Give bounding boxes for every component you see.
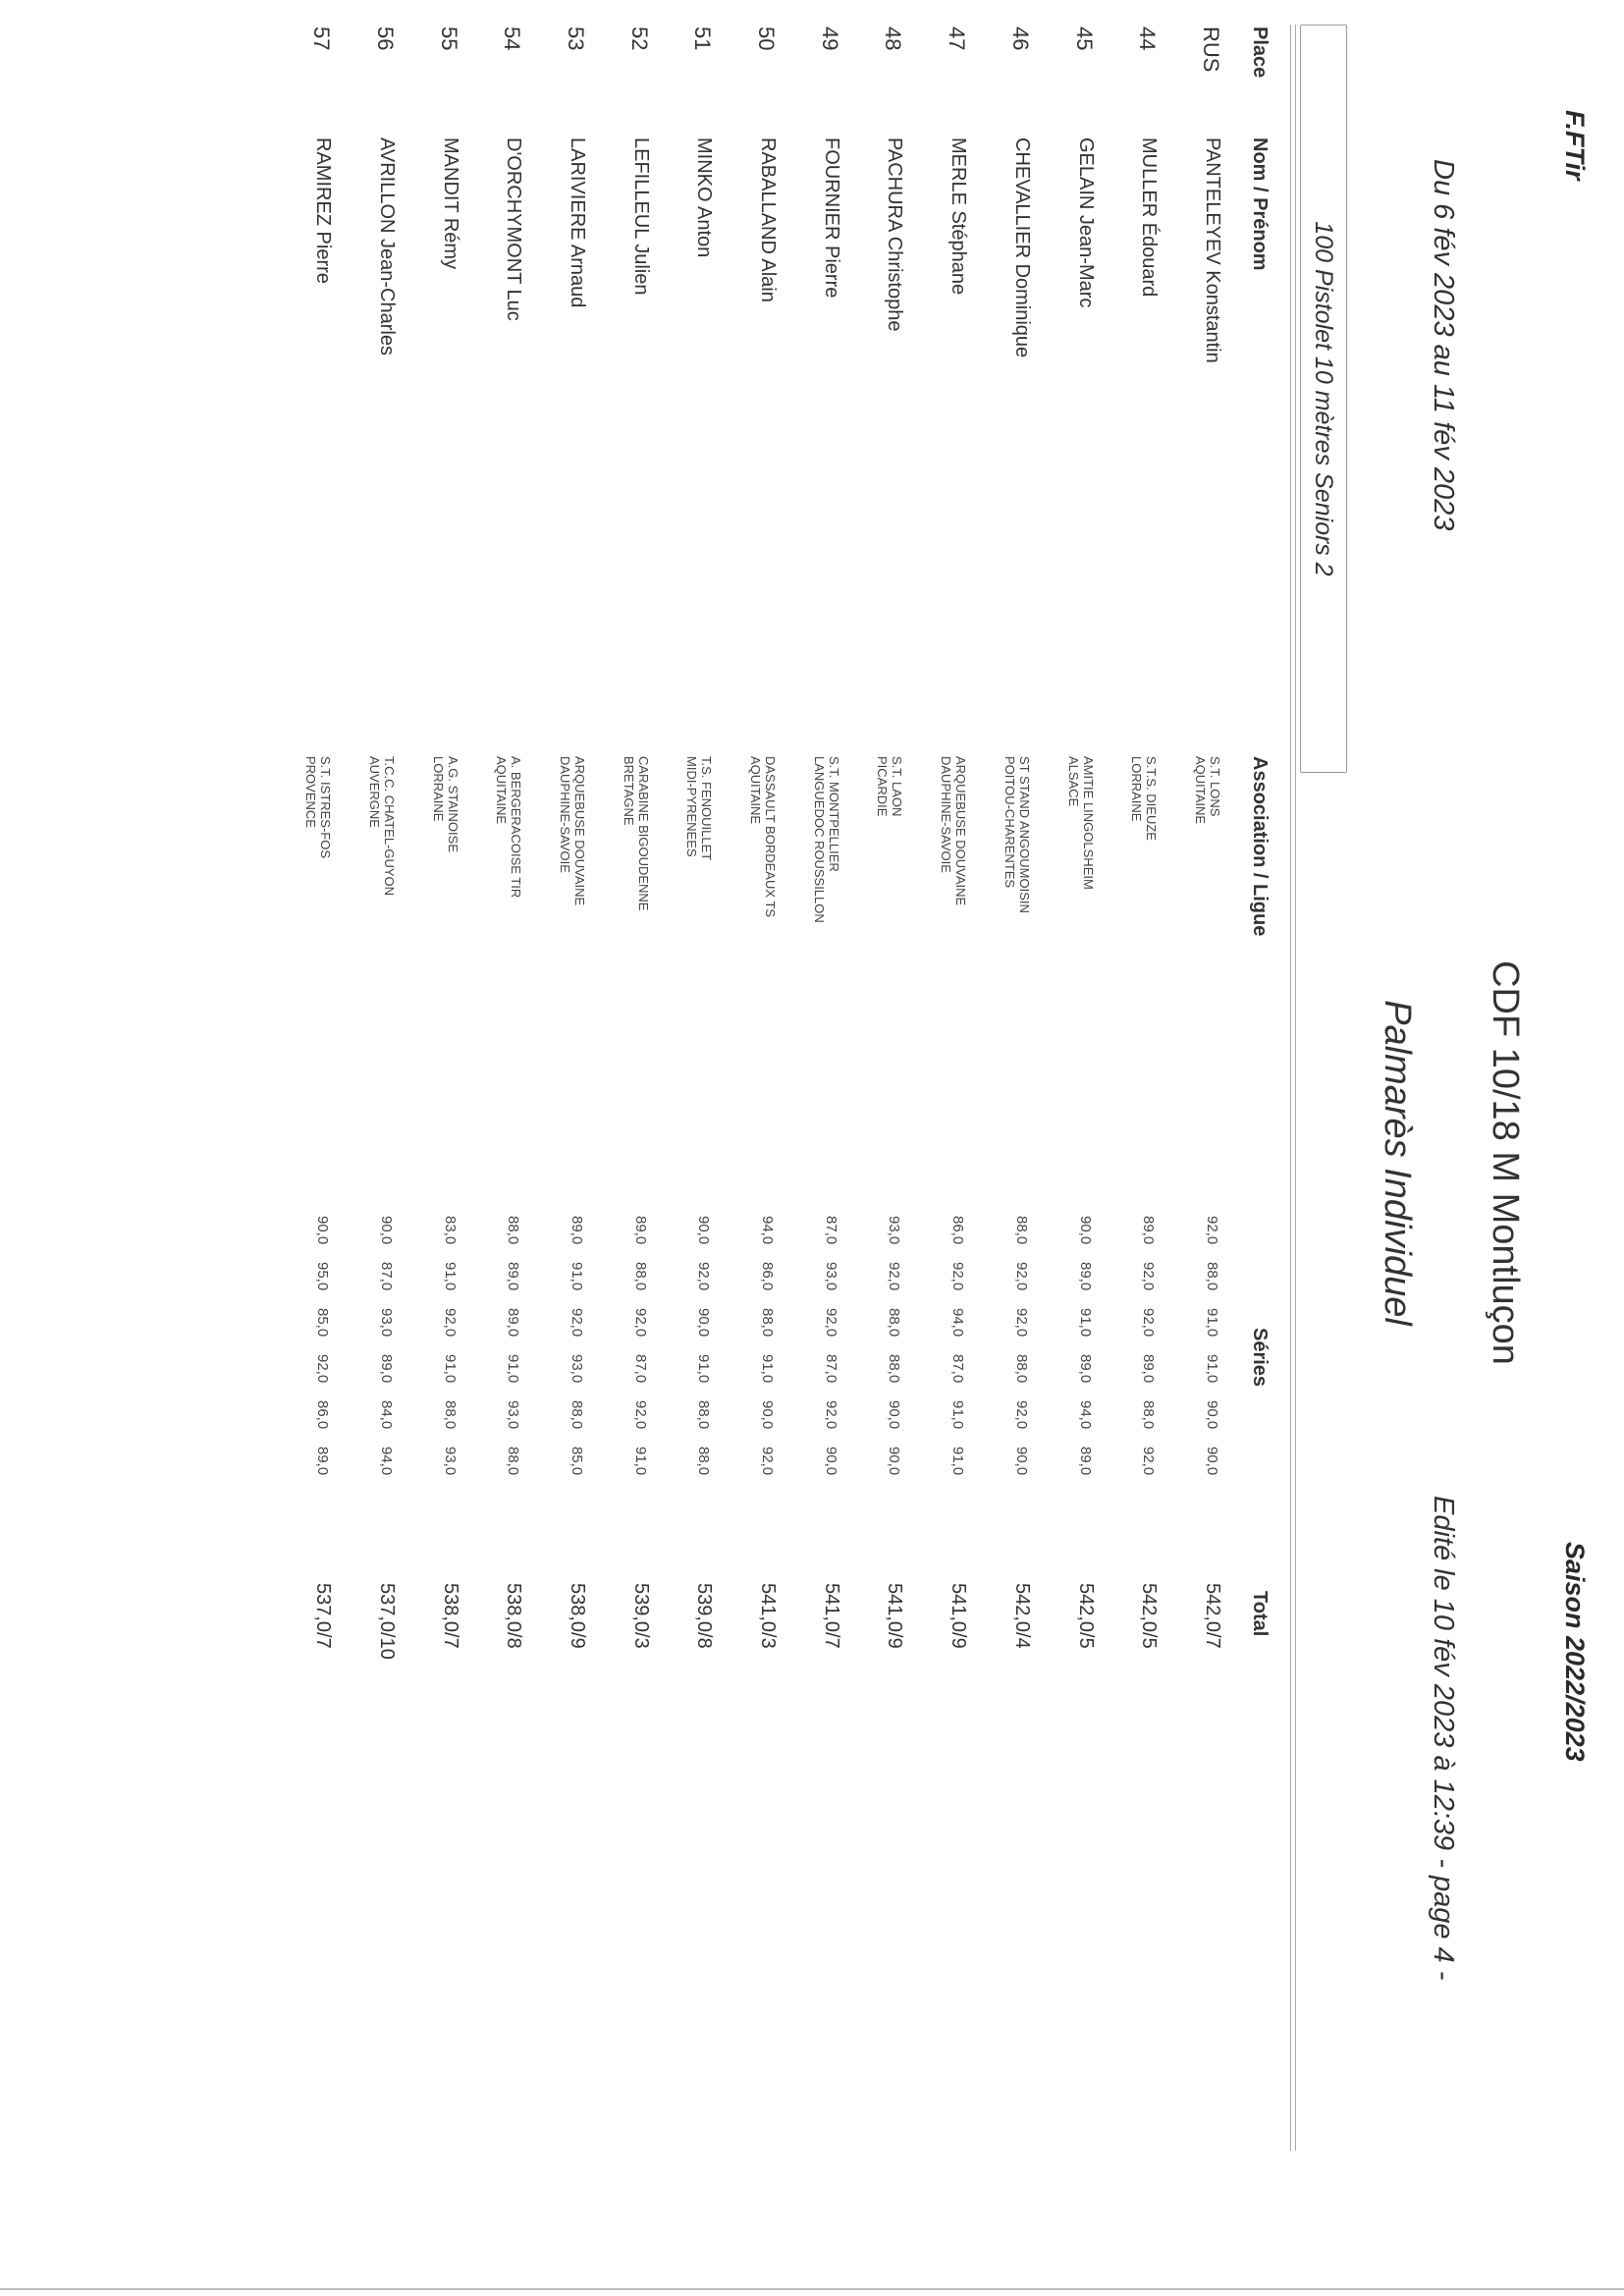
series-score: 92,0 <box>1140 1447 1158 1476</box>
column-header-total: Total <box>1249 1591 1271 1637</box>
place-cell: 44 <box>1135 27 1161 51</box>
table-row <box>1161 0 1223 2296</box>
series-score: 89,0 <box>1076 1447 1094 1476</box>
association-cell <box>367 756 397 896</box>
place-cell: 46 <box>1007 27 1033 51</box>
table-row <box>1097 0 1160 2296</box>
table-row <box>461 0 524 2296</box>
shooter-name: PACHURA Christophe <box>884 137 906 332</box>
federation-name: F.FTir <box>1560 110 1590 181</box>
series-score: 94,0 <box>949 1308 967 1338</box>
series-score: 88,0 <box>1204 1262 1220 1291</box>
place-cell: 48 <box>881 27 906 51</box>
total-score: 541,0/3 <box>757 1583 780 1649</box>
table-row <box>780 0 842 2296</box>
place-cell: 52 <box>626 27 652 51</box>
league-name: DAUPHINE-SAVOIE <box>939 756 954 873</box>
column-header-name: Nom / Prénom <box>1249 137 1271 271</box>
series-score: 92,0 <box>1140 1262 1158 1291</box>
club-name: A. BERGERACOISE TIR <box>509 756 524 899</box>
series-score: 90,0 <box>1204 1447 1220 1476</box>
shooter-name: MANDIT Rémy <box>439 137 461 270</box>
shooter-name: FOURNIER Pierre <box>820 137 842 299</box>
total-score: 538,0/7 <box>439 1583 461 1649</box>
table-row <box>589 0 652 2296</box>
shooter-name: MERLE Stéphane <box>947 137 970 296</box>
series-score: 91,0 <box>441 1262 459 1291</box>
series-score: 89,0 <box>377 1354 395 1384</box>
club-name: CARABINE BIGOUDENNE <box>635 756 651 911</box>
series-score: 88,0 <box>886 1354 903 1384</box>
series-score: 89,0 <box>568 1216 585 1245</box>
club-name: S.T. MONTPELLIER <box>826 756 841 872</box>
association-cell <box>431 756 460 852</box>
association-cell <box>622 756 651 910</box>
series-score: 88,0 <box>441 1400 459 1430</box>
total-score: 537,0/7 <box>312 1583 335 1649</box>
league-name: AQUITAINE <box>494 756 510 825</box>
series-score: 88,0 <box>568 1400 585 1430</box>
series-score: 93,0 <box>886 1216 903 1245</box>
series-score: 92,0 <box>1204 1216 1220 1245</box>
edition-info: Edité le 10 fév 2023 à 12:39 - page 4 - <box>1428 1496 1459 1981</box>
shooter-name: D'ORCHYMONT Luc <box>503 137 525 321</box>
total-score: 542,0/4 <box>1010 1583 1033 1649</box>
total-score: 539,0/8 <box>693 1583 716 1649</box>
category-label: 100 Pistolet 10 mètres Seniors 2 <box>1310 221 1337 576</box>
series-score: 91,0 <box>505 1354 522 1384</box>
shooter-name: GELAIN Jean-Marc <box>1074 137 1097 308</box>
header-divider <box>1295 25 1296 2151</box>
series-score: 92,0 <box>886 1262 903 1291</box>
league-name: PICARDIE <box>875 756 891 817</box>
table-row <box>1034 0 1097 2296</box>
series-score: 92,0 <box>759 1447 777 1476</box>
series-score: 85,0 <box>314 1308 332 1338</box>
series-score: 92,0 <box>949 1262 967 1291</box>
series-score: 93,0 <box>505 1400 522 1430</box>
series-score: 92,0 <box>1012 1400 1030 1430</box>
table-row <box>906 0 969 2296</box>
series-score: 90,0 <box>377 1216 395 1245</box>
series-score: 88,0 <box>631 1262 649 1291</box>
league-name: MIDI-PYRENEES <box>684 756 700 857</box>
league-name: LANGUEDOC ROUSSILLON <box>811 756 827 923</box>
association-cell <box>1002 756 1032 913</box>
series-score: 88,0 <box>695 1400 713 1430</box>
total-score: 542,0/5 <box>1074 1583 1097 1649</box>
series-score: 91,0 <box>695 1354 713 1384</box>
shooter-name: RAMIREZ Pierre <box>312 137 335 284</box>
series-score: 87,0 <box>377 1262 395 1291</box>
place-cell: 49 <box>817 27 842 51</box>
place-cell: 56 <box>372 27 398 51</box>
series-score: 88,0 <box>886 1308 903 1338</box>
series-score: 88,0 <box>505 1447 522 1476</box>
season-label: Saison 2022/2023 <box>1560 1542 1590 1762</box>
association-cell <box>748 756 778 917</box>
scan-edge <box>0 2288 1624 2290</box>
table-row <box>970 0 1033 2296</box>
league-name: DAUPHINE-SAVOIE <box>558 756 572 873</box>
place-cell: 45 <box>1071 27 1097 51</box>
series-score: 93,0 <box>822 1262 839 1291</box>
series-score: 87,0 <box>949 1354 967 1384</box>
series-score: 91,0 <box>1204 1308 1220 1338</box>
place-cell: 57 <box>309 27 335 51</box>
series-score: 92,0 <box>441 1308 459 1338</box>
table-row <box>399 0 461 2296</box>
place-cell: 47 <box>945 27 970 51</box>
total-score: 541,0/9 <box>884 1583 906 1649</box>
series-score: 88,0 <box>1012 1216 1030 1245</box>
series-score: 86,0 <box>314 1400 332 1430</box>
shooter-name: MULLER Édouard <box>1138 137 1161 298</box>
league-name: LORRAINE <box>430 756 446 822</box>
total-score: 538,0/9 <box>567 1583 588 1649</box>
shooter-name: CHEVALLIER Dominique <box>1010 137 1033 358</box>
association-cell <box>558 756 587 905</box>
series-score: 90,0 <box>886 1447 903 1476</box>
series-score: 86,0 <box>949 1216 967 1245</box>
league-name: PROVENCE <box>303 756 319 828</box>
series-score: 83,0 <box>441 1216 459 1245</box>
association-cell <box>939 756 968 905</box>
header-divider-secondary <box>1290 25 1291 2151</box>
shooter-name: LEFILLEUL Julien <box>629 137 652 296</box>
series-score: 92,0 <box>568 1308 585 1338</box>
club-name: DASSAULT BORDEAUX TS <box>763 756 779 917</box>
series-score: 88,0 <box>505 1216 522 1245</box>
series-score: 91,0 <box>631 1447 649 1476</box>
series-score: 89,0 <box>1076 1354 1094 1384</box>
series-score: 84,0 <box>377 1400 395 1430</box>
series-score: 94,0 <box>377 1447 395 1476</box>
series-score: 89,0 <box>505 1262 522 1291</box>
table-row <box>652 0 715 2296</box>
table-row <box>335 0 398 2296</box>
club-name: S.T. LAON <box>890 756 905 817</box>
series-score: 90,0 <box>886 1400 903 1430</box>
total-score: 541,0/7 <box>820 1583 842 1649</box>
club-name: S.T.S. DIEUZE <box>1144 756 1160 841</box>
series-score: 87,0 <box>822 1354 839 1384</box>
report-subtitle: Palmarès Individuel <box>1377 1000 1418 1326</box>
series-score: 93,0 <box>568 1354 585 1384</box>
club-name: S.T. LONS <box>1208 756 1222 817</box>
series-score: 90,0 <box>1076 1216 1094 1245</box>
club-name: A.G. STAINOISE <box>445 756 460 853</box>
table-row <box>525 0 588 2296</box>
series-score: 89,0 <box>1140 1354 1158 1384</box>
series-score: 88,0 <box>695 1447 713 1476</box>
place-cell: 50 <box>754 27 780 51</box>
series-score: 91,0 <box>759 1354 777 1384</box>
total-score: 537,0/10 <box>375 1583 398 1660</box>
column-header-association: Association / Ligue <box>1249 756 1271 937</box>
shooter-name: AVRILLON Jean-Charles <box>375 137 398 355</box>
association-cell <box>876 756 905 816</box>
series-score: 92,0 <box>695 1262 713 1291</box>
club-name: ARQUEBUSE DOUVAINE <box>953 756 969 906</box>
series-score: 90,0 <box>1204 1400 1220 1430</box>
series-score: 95,0 <box>314 1262 332 1291</box>
club-name: ARQUEBUSE DOUVAINE <box>572 756 587 906</box>
series-score: 94,0 <box>1076 1400 1094 1430</box>
league-name: AQUITAINE <box>748 756 764 825</box>
league-name: LORRAINE <box>1129 756 1145 822</box>
shooter-name: LARIVIERE Arnaud <box>567 137 588 308</box>
shooter-name: PANTELEYEV Konstantin <box>1202 137 1223 363</box>
place-cell: 53 <box>564 27 588 51</box>
series-score: 90,0 <box>1012 1447 1030 1476</box>
league-name: POITOU-CHARENTES <box>1001 756 1017 889</box>
competition-title: CDF 10/18 M Montluçon <box>1485 960 1526 1365</box>
club-name: T.C.C. CHATEL-GUYON <box>381 756 397 897</box>
association-cell <box>1129 756 1159 841</box>
series-score: 92,0 <box>1012 1308 1030 1338</box>
category-box <box>1300 25 1347 773</box>
series-score: 90,0 <box>822 1447 839 1476</box>
event-dates: Du 6 fév 2023 au 11 fév 2023 <box>1428 159 1459 531</box>
table-row <box>716 0 779 2296</box>
series-score: 91,0 <box>949 1447 967 1476</box>
shooter-name: MINKO Anton <box>693 137 716 258</box>
series-score: 93,0 <box>441 1447 459 1476</box>
total-score: 542,0/7 <box>1202 1583 1223 1649</box>
table-row <box>843 0 906 2296</box>
series-score: 89,0 <box>1076 1262 1094 1291</box>
association-cell <box>303 756 333 858</box>
series-score: 90,0 <box>695 1216 713 1245</box>
series-score: 88,0 <box>759 1308 777 1338</box>
association-cell <box>684 756 714 860</box>
series-score: 89,0 <box>1140 1216 1158 1245</box>
total-score: 539,0/3 <box>629 1583 652 1649</box>
series-score: 92,0 <box>822 1400 839 1430</box>
series-score: 90,0 <box>759 1400 777 1430</box>
series-score: 85,0 <box>568 1447 585 1476</box>
series-score: 91,0 <box>949 1400 967 1430</box>
series-score: 91,0 <box>568 1262 585 1291</box>
club-name: S.T. ISTRES-FOS <box>318 756 334 859</box>
series-score: 92,0 <box>314 1354 332 1384</box>
place-cell: RUS <box>1199 27 1223 73</box>
series-score: 92,0 <box>1140 1308 1158 1338</box>
place-cell: 51 <box>690 27 716 51</box>
series-score: 91,0 <box>1204 1354 1220 1384</box>
series-score: 86,0 <box>759 1262 777 1291</box>
club-name: ST STAND ANGOUMOISIN <box>1016 756 1032 913</box>
series-score: 90,0 <box>314 1216 332 1245</box>
shooter-name: RABALLAND Alain <box>757 137 780 302</box>
league-name: AQUITAINE <box>1193 756 1208 825</box>
club-name: AMITIE LINGOLSHEIM <box>1080 756 1096 890</box>
series-score: 90,0 <box>695 1308 713 1338</box>
series-score: 89,0 <box>314 1447 332 1476</box>
series-score: 91,0 <box>1076 1308 1094 1338</box>
series-score: 89,0 <box>631 1216 649 1245</box>
series-score: 92,0 <box>822 1308 839 1338</box>
league-name: AUVERGNE <box>366 756 382 828</box>
series-score: 94,0 <box>759 1216 777 1245</box>
column-header-series: Séries <box>1249 1328 1271 1388</box>
series-score: 87,0 <box>631 1354 649 1384</box>
place-cell: 55 <box>436 27 461 51</box>
series-score: 88,0 <box>1140 1400 1158 1430</box>
association-cell <box>494 756 523 898</box>
association-cell <box>812 756 841 923</box>
place-cell: 54 <box>500 27 525 51</box>
association-cell <box>1193 756 1222 824</box>
series-score: 93,0 <box>377 1308 395 1338</box>
total-score: 538,0/8 <box>503 1583 525 1649</box>
series-score: 89,0 <box>505 1308 522 1338</box>
league-name: BRETAGNE <box>621 756 636 826</box>
league-name: ALSACE <box>1065 756 1081 807</box>
series-score: 92,0 <box>1012 1262 1030 1291</box>
series-score: 87,0 <box>822 1216 839 1245</box>
table-row <box>271 0 334 2296</box>
association-cell <box>1066 756 1096 890</box>
total-score: 542,0/5 <box>1138 1583 1161 1649</box>
series-score: 92,0 <box>631 1308 649 1338</box>
series-score: 88,0 <box>1012 1354 1030 1384</box>
series-score: 91,0 <box>441 1354 459 1384</box>
column-header-place: Place <box>1249 27 1271 79</box>
series-score: 92,0 <box>631 1400 649 1430</box>
total-score: 541,0/9 <box>947 1583 970 1649</box>
club-name: T.S. FENOUILLET <box>699 756 715 861</box>
